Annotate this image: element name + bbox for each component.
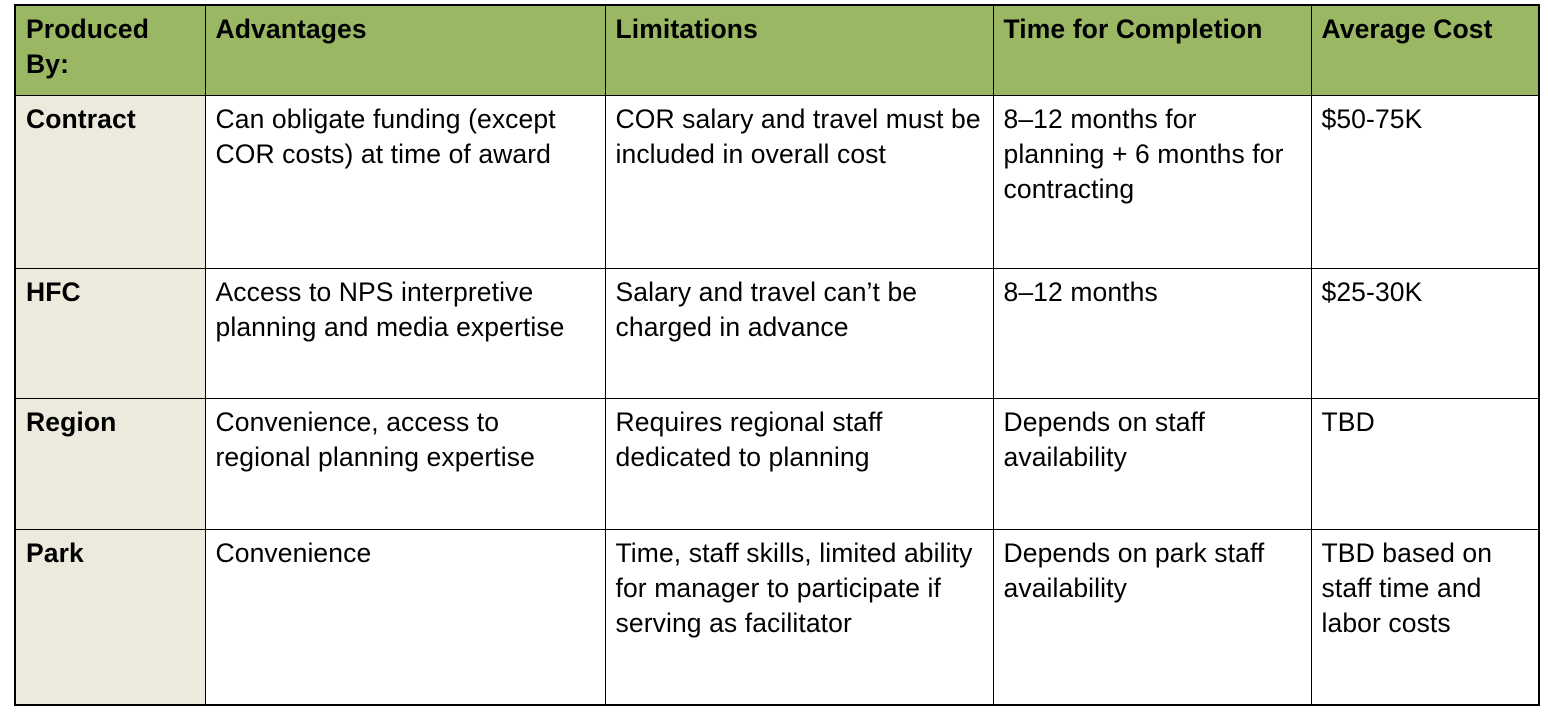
cell-region-limitations: Requires regional staff dedicated to planning [605, 398, 993, 529]
cell-park-cost: TBD based on staff time and labor costs [1311, 529, 1539, 705]
cell-park-limitations: Time, staff skills, limited ability for manager to participate if serving as facilitator [605, 529, 993, 705]
row-header-hfc: HFC [15, 268, 205, 398]
table-row [15, 268, 1539, 398]
table-header-row [15, 5, 1539, 95]
column-header-average-cost: Average Cost [1311, 5, 1539, 95]
table-row [15, 398, 1539, 529]
cell-hfc-cost: $25-30K [1311, 268, 1539, 398]
column-header-limitations: Limitations [605, 5, 993, 95]
row-header-contract: Contract [15, 95, 205, 268]
cell-hfc-advantages: Access to NPS interpretive planning and media expertise [205, 268, 605, 398]
cell-contract-time: 8–12 months for planning + 6 months for contracting [993, 95, 1311, 268]
table-body [15, 95, 1539, 705]
cell-region-cost: TBD [1311, 398, 1539, 529]
row-header-region: Region [15, 398, 205, 529]
cell-hfc-limitations: Salary and travel can’t be charged in advance [605, 268, 993, 398]
cell-hfc-time: 8–12 months [993, 268, 1311, 398]
cell-park-time: Depends on park staff availability [993, 529, 1311, 705]
table-row [15, 95, 1539, 268]
column-header-produced-by: Produced By: [15, 5, 205, 95]
cell-park-advantages: Convenience [205, 529, 605, 705]
cell-region-advantages: Convenience, access to regional planning expertise [205, 398, 605, 529]
comparison-table [14, 4, 1540, 706]
cell-region-time: Depends on staff availability [993, 398, 1311, 529]
row-header-park: Park [15, 529, 205, 705]
cell-contract-advantages: Can obligate funding (except COR costs) at time of award [205, 95, 605, 268]
column-header-time-for-completion: Time for Completion [993, 5, 1311, 95]
cell-contract-limitations: COR salary and travel must be included in overall cost [605, 95, 993, 268]
cell-contract-cost: $50-75K [1311, 95, 1539, 268]
table-header [15, 5, 1539, 95]
table-row [15, 529, 1539, 705]
column-header-advantages: Advantages [205, 5, 605, 95]
